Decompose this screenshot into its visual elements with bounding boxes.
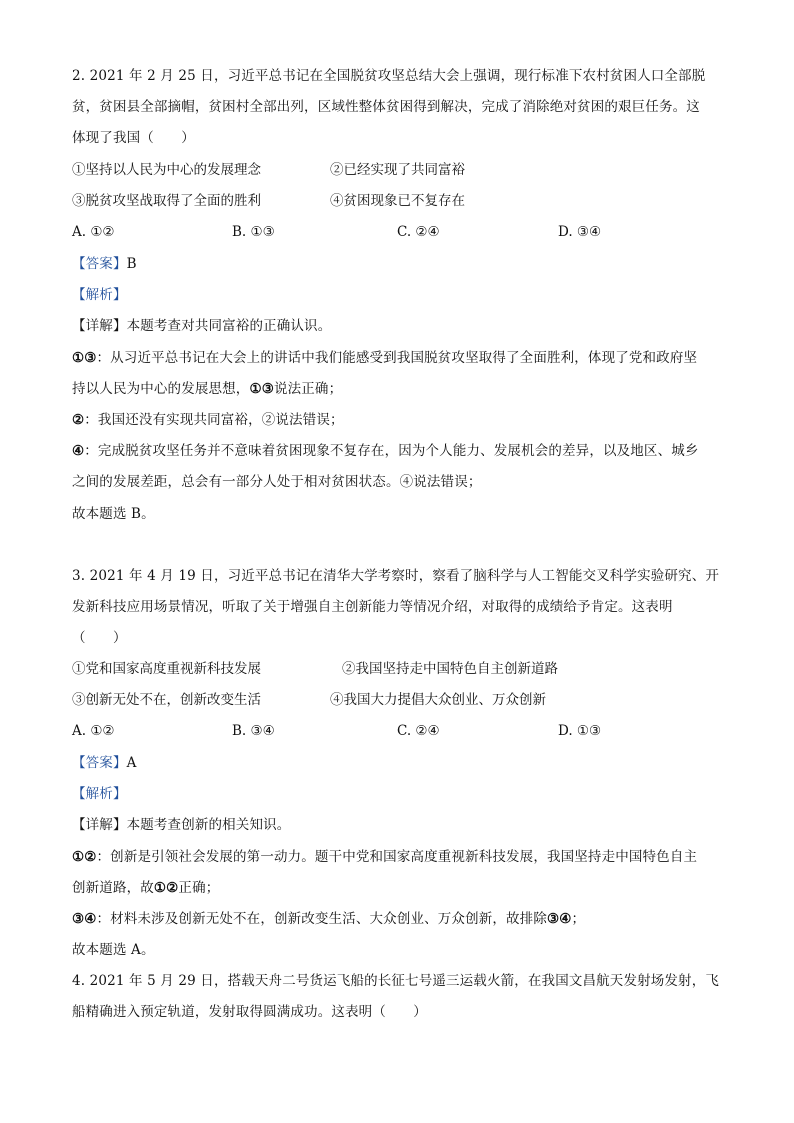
- q3-detail-tag: 【详解】: [72, 817, 127, 833]
- q2-explain-3-mark: ④: [72, 443, 85, 459]
- q3-explain-1-text: ：创新是引领社会发展的第一动力。题干中党和国家高度重视新科技发展，我国坚持走中国特色自主: [96, 849, 698, 865]
- q3-explain-2-mark-2: ③④: [546, 911, 572, 927]
- q3-detail-line: [72, 815, 722, 835]
- q2-explain-1-mark-2: ①③: [249, 381, 274, 397]
- q2-analysis-line: [72, 285, 722, 305]
- q2-statement-2: ②已经实现了共同富裕: [330, 162, 465, 178]
- q3-explain-1-text-2a: 创新道路，故: [72, 880, 154, 896]
- q3-explain-2-mark: ③④: [72, 911, 97, 927]
- q2-analysis-tag: 【解析】: [72, 287, 127, 303]
- q3-answer-value: A: [126, 755, 137, 771]
- q3-explain-2-text-a: ：材料未涉及创新无处不在，创新改变生活、大众创业、万众创新，故排除: [96, 911, 547, 927]
- q3-analysis-tag: 【解析】: [72, 786, 127, 802]
- q2-stem-line-1: 2. 2021 年 2 月 25 日，习近平总书记在全国脱贫攻坚总结大会上强调，现行标准下农村贫困人口全部脱: [72, 68, 706, 84]
- q3-statement-1: ①党和国家高度重视新科技发展: [72, 661, 261, 677]
- q3-explain-1-line-2: [72, 878, 722, 898]
- q2-explain-2-mark: ②: [72, 412, 85, 428]
- q2-option-a: A. ①②: [72, 224, 115, 240]
- q2-explain-2-text: ：我国还没有实现共同富裕，②说法错误；: [84, 412, 344, 428]
- q2-explain-1-text-2a: 持以人民为中心的发展思想，: [72, 381, 250, 397]
- q3-explain-2-line: [72, 909, 722, 929]
- q3-stem-line-3: （ ）: [72, 630, 127, 646]
- q3-answer-tag: 【答案】: [72, 755, 127, 771]
- q2-explain-1-line-2: [72, 379, 722, 399]
- q2-detail-line: [72, 316, 722, 336]
- q3-explain-1-line-1: [72, 847, 722, 867]
- q2-statement-1: ①坚持以人民为中心的发展理念: [72, 162, 261, 178]
- q2-explain-1-text-2b: 说法正确；: [273, 381, 343, 397]
- q2-detail-text: 本题考查对共同富裕的正确认识。: [126, 318, 332, 334]
- q3-option-c: C. ②④: [397, 723, 440, 739]
- q3-statement-3: ③创新无处不在，创新改变生活: [72, 692, 261, 708]
- q2-explain-1-line-1: [72, 348, 722, 368]
- q3-explain-2-text-b: ；: [571, 911, 586, 927]
- q3-detail-text: 本题考查创新的相关知识。: [126, 817, 291, 833]
- q2-stem-line-3: 体现了我国（ ）: [72, 130, 195, 146]
- q2-statement-4: ④贫困现象已不复存在: [330, 193, 465, 209]
- q2-explain-2-line: [72, 410, 722, 430]
- q2-detail-tag: 【详解】: [72, 318, 127, 334]
- q4-stem-line-1: 4. 2021 年 5 月 29 日，搭载天舟二号货运飞船的长征七号遥三运载火箭，在我国文昌航天发射场发射，飞: [72, 973, 720, 989]
- q4-stem-line-2: 船精确进入预定轨道，发射取得圆满成功。这表明（ ）: [72, 1004, 427, 1020]
- q2-explain-3-line-2: 之间的发展差距，总会有一部分人处于相对贫困状态。④说法错误；: [72, 474, 482, 490]
- q3-option-d: D. ①③: [558, 723, 602, 739]
- q2-answer-tag: 【答案】: [72, 256, 127, 272]
- q3-stem-line-1: 3. 2021 年 4 月 19 日，习近平总书记在清华大学考察时，察看了脑科学与人工智能交叉科学实验研究、开: [72, 568, 720, 584]
- q2-stem-line-2: 贫，贫困县全部摘帽，贫困村全部出列，区域性整体贫困得到解决，完成了消除绝对贫困的艰巨任务。这: [72, 99, 700, 115]
- q2-answer-value: B: [126, 256, 137, 272]
- q3-statement-4: ④我国大力提倡大众创业、万众创新: [330, 692, 546, 708]
- q2-statement-3: ③脱贫攻坚战取得了全面的胜利: [72, 193, 261, 209]
- q3-explain-1-mark: ①②: [72, 849, 97, 865]
- q3-option-b: B. ③④: [232, 723, 275, 739]
- q3-explain-1-text-2b: 正确；: [178, 880, 220, 896]
- q2-explain-3-text: ：完成脱贫攻坚任务并不意味着贫困现象不复存在，因为个人能力、发展机会的差异，以及地区、城乡: [84, 443, 699, 459]
- q2-option-c: C. ②④: [397, 224, 440, 240]
- q2-explain-3-line-1: [72, 441, 722, 461]
- q3-explain-1-mark-2: ①②: [153, 880, 179, 896]
- q2-option-d: D. ③④: [558, 224, 602, 240]
- q3-stem-line-2: 发新科技应用场景情况，听取了关于增强自主创新能力等情况介绍，对取得的成绩给予肯定。这表明: [72, 599, 673, 615]
- q2-conclusion: 故本题选 B。: [72, 506, 155, 522]
- q2-explain-1-text: ：从习近平总书记在大会上的讲话中我们能感受到我国脱贫攻坚取得了全面胜利，体现了党和政府坚: [96, 350, 698, 366]
- q3-answer-line: [72, 753, 722, 773]
- q3-conclusion: 故本题选 A。: [72, 942, 155, 958]
- q3-statement-2: ②我国坚持走中国特色自主创新道路: [342, 661, 558, 677]
- q2-explain-1-mark: ①③: [72, 350, 97, 366]
- q2-answer-line: [72, 254, 722, 274]
- q2-option-b: B. ①③: [232, 224, 275, 240]
- q3-option-a: A. ①②: [72, 723, 115, 739]
- q3-analysis-line: [72, 784, 722, 804]
